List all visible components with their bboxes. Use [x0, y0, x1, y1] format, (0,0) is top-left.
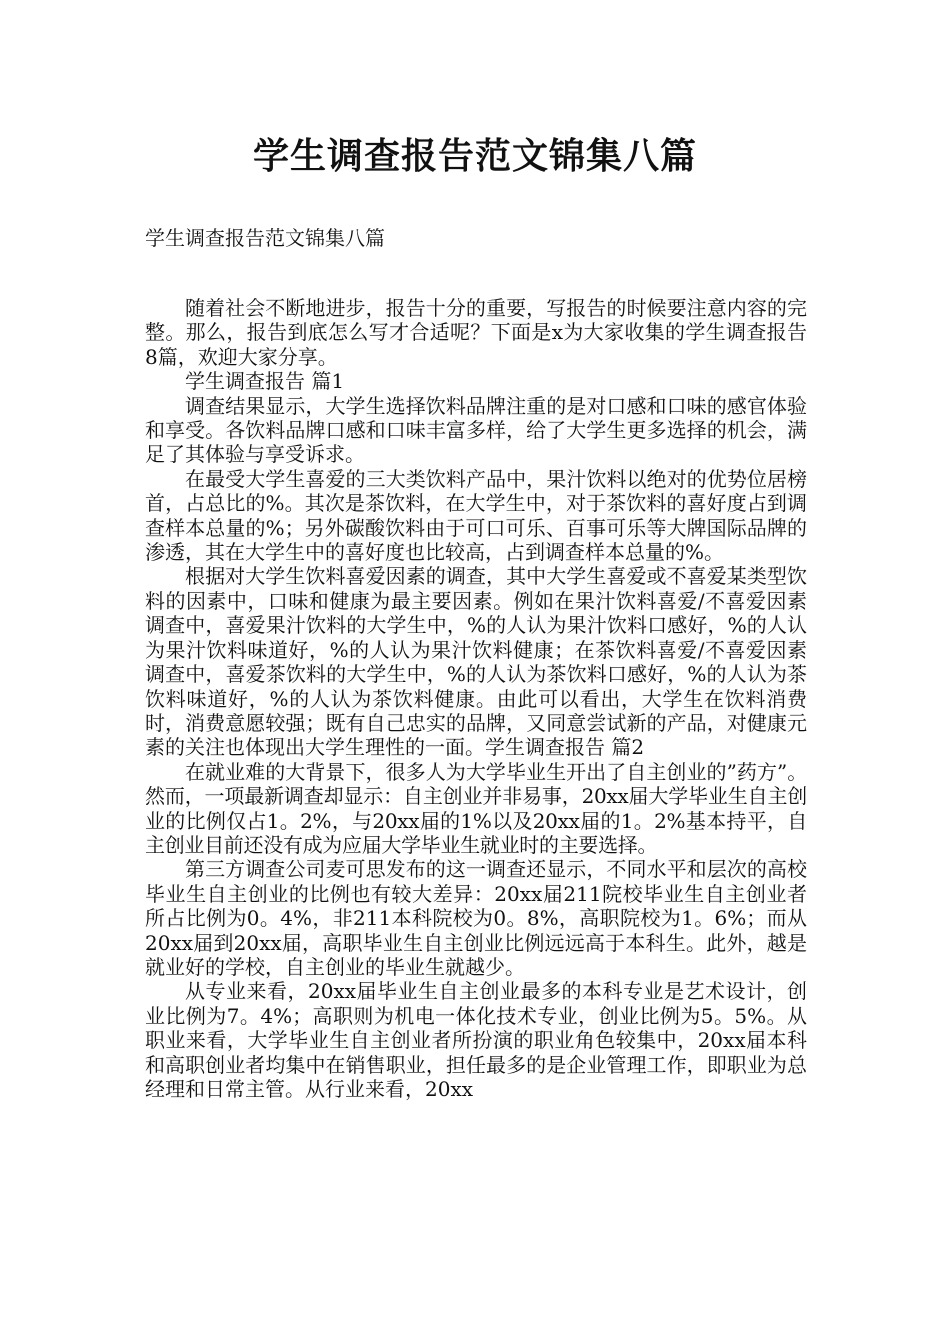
- document-title: 学生调查报告范文锦集八篇: [252, 136, 697, 177]
- document-body: [145, 296, 807, 1101]
- paragraph: 在就业难的大背景下，很多人为大学毕业生开出了自主创业的”药方”。然而，一项最新调查却显示：自主创业并非易事，20xx届大学毕业生自主创业的比例仅占1。2%，与20xx届的1%以及20xx届的1。2%基本持平，自主创业目前还没有成为应届大学毕业生就业时的主要选择。: [145, 759, 807, 857]
- document-subtitle: 学生调查报告范文锦集八篇: [145, 226, 385, 250]
- paragraph: 在最受大学生喜爱的三大类饮料产品中，果汁饮料以绝对的优势位居榜首，占总比的%。其次是茶饮料，在大学生中，对于茶饮料的喜好度占到调查样本总量的%；另外碳酸饮料由于可口可乐、百事可乐等大牌国际品牌的渗透，其在大学生中的喜好度也比较高，占到调查样本总量的%。: [145, 466, 807, 565]
- paragraph: 从专业来看，20xx届毕业生自主创业最多的本科专业是艺术设计，创业比例为7。4%；高职则为机电一体化技术专业，创业比例为5。5%。从职业来看，大学毕业生自主创业者所扮演的职业角色较集中，20xx届本科和高职创业者均集中在销售职业，担任最多的是企业管理工作，即职业为总经理和日常主管。从行业来看，20xx: [145, 979, 807, 1101]
- paragraph-intro: 随着社会不断地进步，报告十分的重要，写报告的时候要注意内容的完整。那么，报告到底怎么写才合适呢？下面是x为大家收集的学生调查报告8篇，欢迎大家分享。: [145, 296, 807, 369]
- section-heading-1: 学生调查报告 篇1: [185, 369, 345, 394]
- paragraph: 第三方调查公司麦可思发布的这一调查还显示，不同水平和层次的高校毕业生自主创业的比例也有较大差异：20xx届211院校毕业生自主创业者所占比例为0。4%，非211本科院校为0。8%，高职院校为1。6%；而从20xx届到20xx届，高职毕业生自主创业比例远远高于本科生。此外，越是就业好的学校，自主创业的毕业生就越少。: [145, 857, 807, 979]
- paragraph: 根据对大学生饮料喜爱因素的调查，其中大学生喜爱或不喜爱某类型饮料的因素中，口味和健康为最主要因素。例如在果汁饮料喜爱/不喜爱因素调查中，喜爱果汁饮料的大学生中，%的人认为果汁饮料口感好，%的人认为果汁饮料味道好，%的人认为果汁饮料健康；在茶饮料喜爱/不喜爱因素调查中，喜爱茶饮料的大学生中，%的人认为茶饮料口感好，%的人认为茶饮料味道好，%的人认为茶饮料健康。由此可以看出，大学生在饮料消费时，消费意愿较强；既有自己忠实的品牌，又同意尝试新的产品，对健康元素的关注也体现出大学生理性的一面。学生调查报告 篇2: [145, 564, 807, 760]
- paragraph: 调查结果显示，大学生选择饮料品牌注重的是对口感和口味的感官体验和享受。各饮料品牌口感和口味丰富多样，给了大学生更多选择的机会，满足了其体验与享受诉求。: [145, 393, 807, 467]
